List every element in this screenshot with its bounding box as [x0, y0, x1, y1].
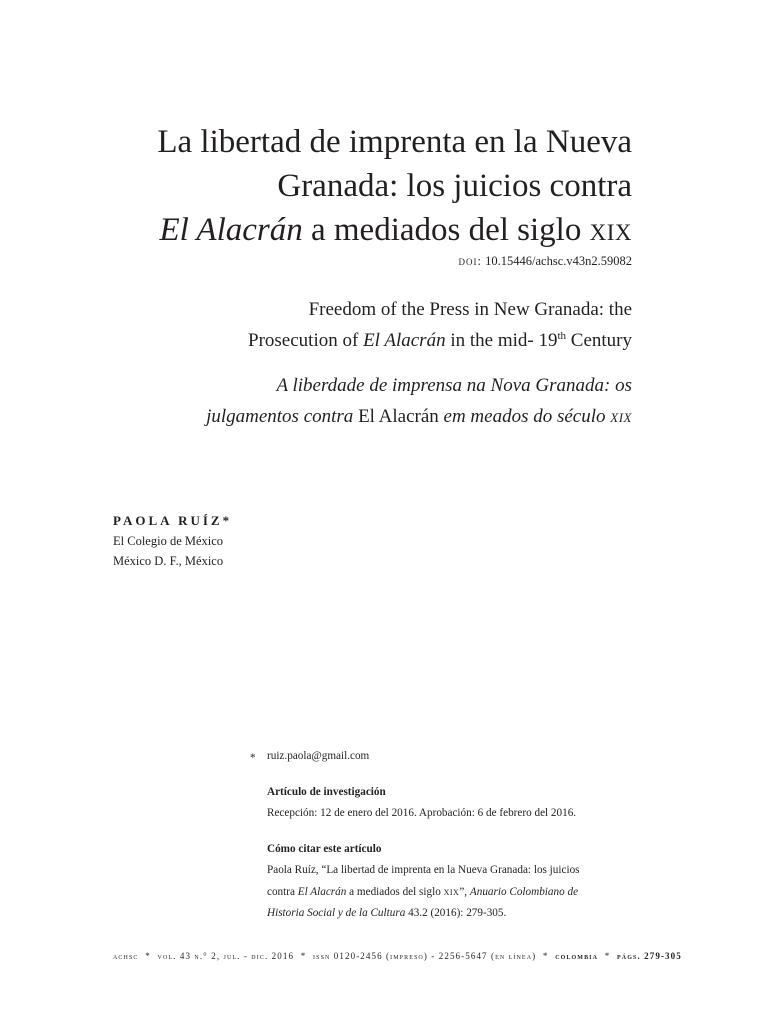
footer-separator: * [138, 951, 158, 961]
english-title-text-c: Century [566, 330, 632, 351]
footnote-gap [267, 825, 650, 839]
article-type-label [267, 782, 650, 804]
author-footnote [250, 746, 650, 925]
footer-separator: * [598, 951, 618, 961]
footer-issn: issn 0120-2456 (impreso) - 2256-5647 (en línea) [313, 951, 537, 961]
citation-label-text: Cómo citar este artículo [267, 842, 382, 855]
english-title-line-1: Freedom of the Press in New Granada: the [308, 299, 632, 320]
english-title-text-b: in the mid- 19 [445, 330, 558, 351]
running-footer [113, 951, 682, 961]
article-type-label-text: Artículo de investigación [267, 785, 386, 798]
portuguese-title-line-1 [100, 370, 632, 401]
footer-pages: págs. 279-305 [617, 951, 682, 961]
citation-volume-pages: 43.2 (2016): 279-305. [405, 907, 507, 919]
title-line-3 [100, 208, 632, 252]
portuguese-title-line-2 [100, 401, 632, 432]
portuguese-title-line-1-text: A liberdade de imprensa na Nova Granada: os [276, 375, 632, 396]
citation-italic-el-alacran: El Alacrán [297, 885, 347, 898]
author-affiliation-institution: El Colegio de México [113, 534, 224, 548]
citation-line-1: Paola Ruíz, “La libertad de imprenta en la Nueva Granada: los juicios [267, 864, 580, 876]
citation-journal-name-b: Historia Social y de la Cultura [267, 907, 406, 919]
english-title-block [100, 294, 632, 356]
citation-line-2 [267, 882, 650, 904]
citation-label [267, 839, 650, 861]
english-title-italic: El Alacrán [363, 330, 446, 351]
title-line-1: La libertad de imprenta en la Nueva [157, 124, 632, 160]
citation-text-a: contra [267, 885, 298, 898]
portuguese-title-block [100, 370, 632, 432]
title-line-3-rest: a mediados del siglo [302, 212, 590, 248]
english-title-line-2 [100, 325, 632, 356]
citation-line-3 [267, 903, 650, 925]
footer-country: colombia [555, 951, 599, 961]
title-italic-el-alacran: El Alacrán [159, 212, 303, 248]
title-century: xix [589, 212, 632, 248]
footnote-marker: * [250, 752, 256, 764]
author-block [113, 511, 232, 571]
article-title-block [100, 120, 632, 268]
footer-journal: achsc [113, 951, 139, 961]
citation-text-b: a mediados del siglo [346, 885, 444, 898]
author-email: ruiz.paola@gmail.com [267, 750, 370, 762]
portuguese-title-century: xix [610, 406, 632, 427]
citation-text-c: ”, [459, 885, 470, 898]
portuguese-title-text-a: julgamentos contra [206, 406, 359, 427]
footer-volume: vol. 43 n.° 2, jul. - dic. 2016 [157, 951, 295, 961]
footnote-body [267, 746, 650, 925]
doi [100, 254, 632, 268]
reception-dates: Recepción: 12 de enero del 2016. Aprobación: 6 de febrero del 2016. [267, 807, 577, 819]
footer-separator: * [294, 951, 314, 961]
doi-label: doi: [458, 254, 483, 268]
title-line-2: Granada: los juicios contra [277, 168, 632, 204]
author-name: PAOLA RUÍZ* [113, 513, 233, 528]
author-affiliation-location: México D. F., México [113, 554, 224, 568]
citation-century: xix [443, 885, 460, 898]
english-title-sup: th [557, 330, 567, 342]
footnote-gap [267, 768, 650, 782]
portuguese-title-text-b: em meados do século [438, 406, 611, 427]
doi-value: 10.15446/achsc.v43n2.59082 [482, 254, 632, 268]
footer-separator: * [536, 951, 556, 961]
portuguese-title-roman: El Alacrán [358, 406, 439, 427]
english-title-text-a: Prosecution of [248, 330, 364, 351]
citation-journal-name-a: Anuario Colombiano de [469, 885, 579, 898]
